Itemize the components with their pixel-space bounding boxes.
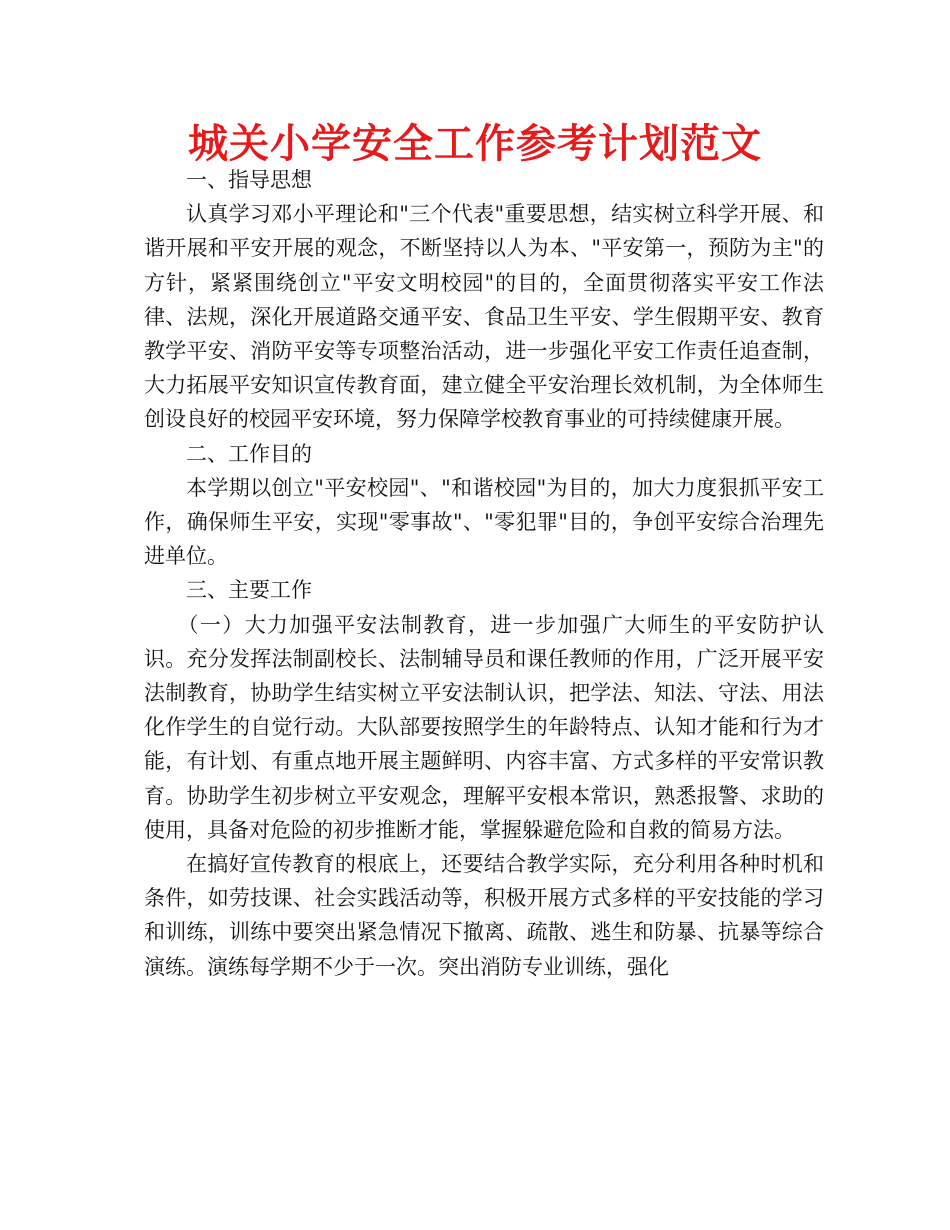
section-heading-work-goal: 二、工作目的 (186, 441, 312, 466)
paragraph-guiding-thought: 认真学习邓小平理论和"三个代表"重要思想，结实树立科学开展、和谐开展和平安开展的观念，不断坚持以人为本、"平安第一，预防为主"的方针，紧紧围绕创立"平安文明校园"的目的，全面贯彻落实平安工作法律、法规，深化开展道路交通平安、食品卫生平安、学生假期平安、教育教学平安、消防平安等专项整治活动，进一步强化平安工作责任追查制，大力拓展平安知识宣传教育面，建立健全平安治理长效机制，为全体师生创设良好的校园平安环境，努力保障学校教育事业的可持续健康开展。 (144, 202, 824, 432)
document-title: 城关小学安全工作参考计划范文 (188, 121, 762, 167)
section-heading-main-work: 三、主要工作 (186, 578, 312, 603)
section-heading-guiding-thought: 一、指导思想 (186, 168, 312, 192)
document-body (144, 163, 824, 984)
paragraph-main-work-1: （一）大力加强平安法制教育，进一步加强广大师生的平安防护认识。充分发挥法制副校长、法制辅导员和课任教师的作用，广泛开展平安法制教育，协助学生结实树立平安法制认识，把学法、知法、守法、用法化作学生的自觉行动。大队部要按照学生的年龄特点、认知才能和行为才能，有计划、有重点地开展主题鲜明、内容丰富、方式多样的平安常识教育。协助学生初步树立平安观念，理解平安根本常识，熟悉报警、求助的使用，具备对危险的初步推断才能，掌握躲避危险和自救的简易方法。 (144, 612, 824, 842)
paragraph-main-work-2: 在搞好宣传教育的根底上，还要结合教学实际，充分利用各种时机和条件，如劳技课、社会实践活动等，积极开展方式多样的平安技能的学习和训练，训练中要突出紧急情况下撤离、疏散、逃生和防暴、抗暴等综合演练。演练每学期不少于一次。突出消防专业训练，强化 (144, 852, 824, 979)
paragraph-work-goal: 本学期以创立"平安校园"、"和谐校园"为目的，加大力度狠抓平安工作，确保师生平安，实现"零事故"、"零犯罪"目的，争创平安综合治理先进单位。 (144, 475, 824, 569)
